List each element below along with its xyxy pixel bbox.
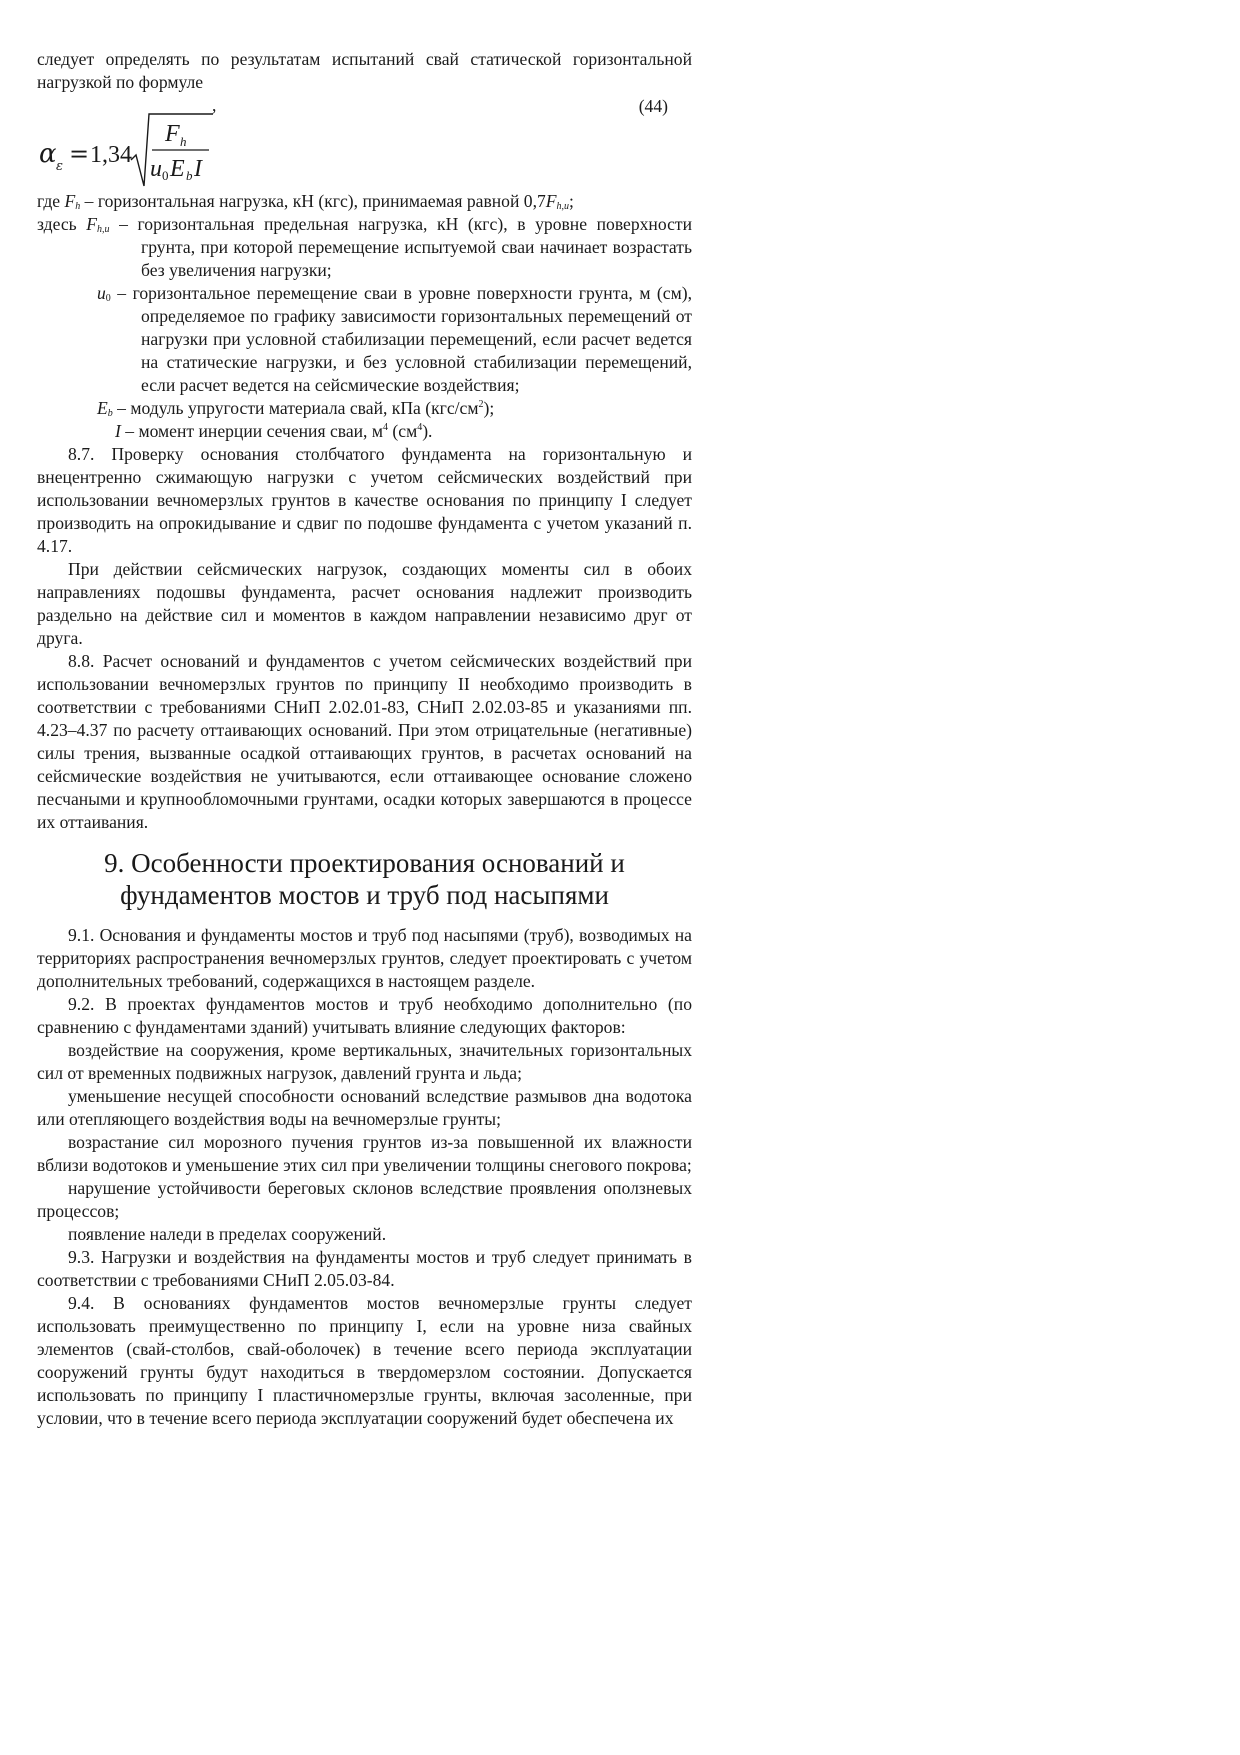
def-prefix: где: [37, 191, 65, 211]
formula-denominator-u: u: [150, 156, 162, 182]
intro-paragraph: следует определять по результатам испытаний свай статической горизонтальной нагрузкой по формуле: [37, 49, 692, 92]
def-tail: ).: [422, 421, 433, 441]
def-text: – горизонтальная нагрузка, кН (кгс), принимаемая равной 0,7: [80, 191, 546, 211]
paragraph-9-1: 9.1. Основания и фундаменты мостов и труб под насыпями (труб), возводимых на территориях распространения вечномерзлых грунтов, следует проектировать с учетом дополнительных требований, содержащихся в настоящем разделе.: [37, 925, 692, 991]
paragraph-8-7: 8.7. Проверку основания столбчатого фундамента на горизонтальную и внецентренно сжимающую нагрузки с учетом сейсмических воздействий при использовании вечномерзлых грунтов в качестве основания по принципу I следует производить на опрокидывание и сдвиг по подошве фундамента с учетом указаний п. 4.17.: [37, 444, 692, 556]
paragraph-seismic-moments: При действии сейсмических нагрузок, создающих моменты сил в обоих направлениях подошвы фундамента, расчет основания надлежит производить раздельно на действие сил и моментов в каждом направлении независимо друг от друга.: [37, 559, 692, 648]
def-text: – модуль упругости материала свай, кПа (кгс/см: [112, 398, 479, 418]
def-text2: (см: [388, 421, 418, 441]
formula-coefficient: 1,34: [90, 142, 132, 168]
list-item-icing: появление наледи в пределах сооружений.: [68, 1224, 387, 1244]
def-var: E: [97, 398, 108, 418]
formula-denominator-u-sub: 0: [162, 168, 169, 183]
paragraph-9-2: 9.2. В проектах фундаментов мостов и труб необходимо дополнительно (по сравнению с фундаментами зданий) учитывать влияние следующих факторов:: [37, 994, 692, 1037]
def-sub: b: [107, 408, 113, 419]
definition-eb: [37, 397, 692, 420]
formula-alpha: α: [39, 139, 57, 169]
def-tail: ;: [569, 191, 574, 211]
list-item-horizontal-forces: воздействие на сооружения, кроме вертикальных, значительных горизонтальных сил от временных подвижных нагрузок, давлений грунта и льда;: [37, 1040, 692, 1083]
def-sub: h,u: [97, 224, 110, 235]
def-var: F: [64, 191, 76, 211]
def-tail: );: [483, 398, 495, 418]
formula-denominator-i: I: [194, 156, 202, 182]
heading-line-1: 9. Особенности проектирования оснований и: [104, 848, 625, 878]
def-sup: 4: [383, 422, 388, 433]
paragraph-9-3: 9.3. Нагрузки и воздействия на фундаменты мостов и труб следует принимать в соответствии с требованиями СНиП 2.05.03-84.: [37, 1247, 692, 1290]
section-heading-9: [37, 847, 692, 911]
formula-numerator: F: [165, 121, 180, 147]
heading-line-2: фундаментов мостов и труб под насыпями: [120, 880, 609, 910]
def-text: – горизонтальное перемещение сваи в уровне поверхности грунта, м (см), определяемое по графику зависимости горизонтальных перемещений от нагрузки при условной стабилизации перемещений, если расчет ведется на статические нагрузки, и без условной стабилизации перемещений, если расчет ведется на сейсмические воздействия;: [110, 283, 692, 395]
formula-denominator-e: E: [170, 156, 185, 182]
formula-numerator-sub: h: [180, 134, 187, 149]
formula-equals: =: [69, 140, 90, 168]
list-item-bearing-capacity: уменьшение несущей способности оснований вследствие размывов дна водотока или отепляющего воздействия воды на вечномерзлые грунты;: [37, 1086, 692, 1129]
def-text: – момент инерции сечения сваи, м: [120, 421, 383, 441]
def-text: – горизонтальная предельная нагрузка, кН (кгс), в уровне поверхности грунта, при которой перемещение испытуемой сваи начинает возрастать без увеличения нагрузки;: [109, 214, 692, 280]
formula-denominator-e-sub: b: [186, 168, 193, 183]
list-item-slope-stability: нарушение устойчивости береговых склонов вследствие проявления оползневых процессов;: [37, 1178, 692, 1221]
definition-i: [37, 420, 692, 443]
def-var: u: [97, 283, 106, 303]
definition-fhu: [37, 213, 692, 282]
def-sub2: h,u: [556, 201, 570, 212]
paragraph-8-8: 8.8. Расчет оснований и фундаментов с учетом сейсмических воздействий при использовании вечномерзлых грунтов по принципу II необходимо производить в соответствии с требованиями СНиП 2.02.01-83, СНиП 2.02.03-85 и указаниями пп. 4.23–4.37 по расчету оттаивающих оснований. При этом отрицательные (негативные) силы трения, вызванные осадкой оттаивающих грунтов, в расчетах оснований на сейсмические воздействия не учитываются, если оттаивающее основание сложено песчаными и крупнообломочными грунтами, осадки которых завершаются в процессе их оттаивания.: [37, 651, 692, 832]
def-sup2: 4: [417, 422, 423, 433]
def-prefix: здесь: [37, 214, 87, 234]
def-sub: h: [75, 201, 81, 212]
def-sub: 0: [105, 293, 111, 304]
formula-number: (44): [638, 96, 668, 116]
def-var2: F: [545, 191, 557, 211]
def-var: I: [115, 421, 121, 441]
definition-u0: [37, 282, 692, 397]
list-item-frost-heave: возрастание сил морозного пучения грунтов из-за повышенной их влажности вблизи водотоков и уменьшение этих сил при увеличении толщины снегового покрова;: [37, 1132, 692, 1175]
variable-definitions: [37, 190, 692, 443]
paragraph-9-4: 9.4. В основаниях фундаментов мостов вечномерзлые грунты следует использовать преимущественно по принципу I, если на уровне низа свайных элементов (свай-столбов, свай-оболочек) в течение всего периода эксплуатации сооружений грунты будут находиться в твердомерзлом состоянии. Допускается использовать по принципу I пластичномерзлые грунты, включая засоленные, при условии, что в течение всего периода эксплуатации сооружений будет обеспечена их: [37, 1293, 692, 1428]
formula-comma: ,: [212, 95, 217, 115]
def-sup: 2: [478, 399, 484, 410]
document-page: [37, 48, 692, 1430]
def-var: F: [86, 214, 98, 234]
formula-svg: [37, 108, 237, 190]
formula-alpha-sub: ε: [56, 159, 63, 174]
formula-44: [37, 94, 692, 190]
definition-fh: [37, 190, 692, 213]
